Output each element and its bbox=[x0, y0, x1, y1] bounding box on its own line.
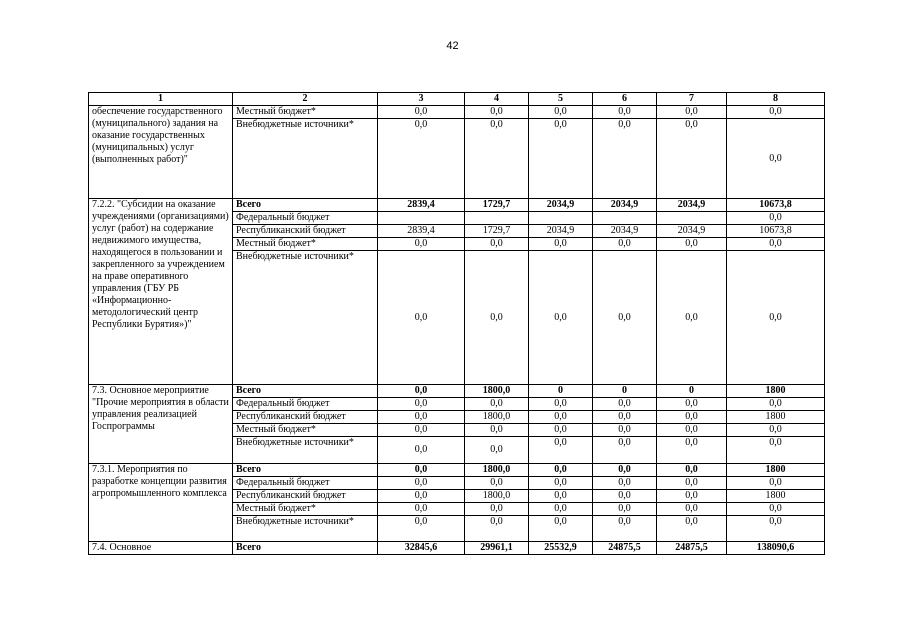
value-cell: 0,0 bbox=[657, 411, 727, 424]
value-cell: 0,0 bbox=[529, 490, 593, 503]
funding-source: Всего bbox=[233, 542, 378, 555]
value-cell: 0,0 bbox=[593, 516, 657, 542]
value-cell: 0,0 bbox=[727, 238, 825, 251]
page-number: 42 bbox=[446, 40, 459, 52]
value-cell: 0 bbox=[529, 385, 593, 398]
value-cell: 2034,9 bbox=[529, 225, 593, 238]
value-cell: 0,0 bbox=[529, 437, 593, 464]
value-cell: 0,0 bbox=[727, 398, 825, 411]
table-row bbox=[89, 106, 825, 119]
value-cell: 0,0 bbox=[378, 106, 465, 119]
header-cell: 5 bbox=[529, 93, 593, 106]
value-cell: 0,0 bbox=[727, 477, 825, 490]
funding-source: Республиканский бюджет bbox=[233, 490, 378, 503]
value-cell: 2034,9 bbox=[657, 225, 727, 238]
value-cell: 0,0 bbox=[727, 212, 825, 225]
header-cell: 3 bbox=[378, 93, 465, 106]
value-cell: 0,0 bbox=[529, 516, 593, 542]
value-cell: 0,0 bbox=[727, 424, 825, 437]
value-cell: 1800 bbox=[727, 464, 825, 477]
value-cell: 2034,9 bbox=[593, 225, 657, 238]
value-cell: 0,0 bbox=[529, 251, 593, 385]
value-cell: 0,0 bbox=[593, 464, 657, 477]
activity-name: 7.2.2. "Субсидии на оказание учреждениями (организациями) услуг (работ) на содержание недвижимого имущества, находящегося в пользовании и закрепленного за учреждением на праве оперативного управления (ГБУ РБ «Информационно-методологический центр Республики Бурятия»)" bbox=[89, 199, 233, 385]
activity-name: обеспечение государственного (муниципального) задания на оказание государственных (муниципальных) услуг (выполненных работ)" bbox=[89, 106, 233, 199]
value-cell: 0,0 bbox=[378, 411, 465, 424]
value-cell: 0,0 bbox=[378, 119, 465, 199]
value-cell: 1800 bbox=[727, 490, 825, 503]
value-cell: 24875,5 bbox=[657, 542, 727, 555]
header-cell: 4 bbox=[465, 93, 529, 106]
value-cell bbox=[378, 212, 465, 225]
activity-name: 7.3. Основное мероприятие "Прочие мероприятия в области управления реализацией Госпрограммы bbox=[89, 385, 233, 464]
header-row bbox=[89, 93, 825, 106]
value-cell: 2034,9 bbox=[529, 199, 593, 212]
value-cell: 0,0 bbox=[465, 119, 529, 199]
value-cell: 0,0 bbox=[529, 503, 593, 516]
value-cell: 0,0 bbox=[529, 119, 593, 199]
value-cell: 0,0 bbox=[378, 490, 465, 503]
value-cell: 0,0 bbox=[593, 106, 657, 119]
value-cell: 0,0 bbox=[378, 238, 465, 251]
value-cell: 0,0 bbox=[657, 503, 727, 516]
value-cell: 1800 bbox=[727, 385, 825, 398]
activity-name: 7.3.1. Мероприятия по разработке концепции развития агропромышленного комплекса bbox=[89, 464, 233, 542]
value-cell: 0,0 bbox=[465, 516, 529, 542]
value-cell bbox=[529, 212, 593, 225]
value-cell: 0,0 bbox=[465, 398, 529, 411]
table-row bbox=[89, 385, 825, 398]
value-cell bbox=[465, 212, 529, 225]
value-cell: 0,0 bbox=[593, 238, 657, 251]
value-cell: 1800,0 bbox=[465, 411, 529, 424]
budget-table bbox=[88, 92, 825, 555]
value-cell: 0,0 bbox=[465, 437, 529, 464]
value-cell: 0,0 bbox=[593, 490, 657, 503]
value-cell: 0,0 bbox=[465, 424, 529, 437]
value-cell: 0,0 bbox=[657, 516, 727, 542]
value-cell: 32845,6 bbox=[378, 542, 465, 555]
table-row bbox=[89, 199, 825, 212]
value-cell: 0,0 bbox=[657, 119, 727, 199]
value-cell: 0 bbox=[657, 385, 727, 398]
funding-source: Республиканский бюджет bbox=[233, 411, 378, 424]
value-cell: 0,0 bbox=[657, 490, 727, 503]
value-cell: 0,0 bbox=[378, 477, 465, 490]
value-cell: 0,0 bbox=[465, 477, 529, 490]
value-cell: 0,0 bbox=[727, 251, 825, 385]
value-cell: 1800 bbox=[727, 411, 825, 424]
value-cell: 2034,9 bbox=[593, 199, 657, 212]
funding-source: Всего bbox=[233, 464, 378, 477]
funding-source: Местный бюджет* bbox=[233, 238, 378, 251]
value-cell: 0,0 bbox=[593, 411, 657, 424]
funding-source: Местный бюджет* bbox=[233, 424, 378, 437]
value-cell: 0,0 bbox=[378, 464, 465, 477]
value-cell: 0,0 bbox=[657, 464, 727, 477]
header-cell: 2 bbox=[233, 93, 378, 106]
value-cell: 0,0 bbox=[465, 238, 529, 251]
value-cell: 0,0 bbox=[378, 385, 465, 398]
value-cell: 0,0 bbox=[378, 424, 465, 437]
value-cell: 24875,5 bbox=[593, 542, 657, 555]
funding-source: Федеральный бюджет bbox=[233, 477, 378, 490]
value-cell: 25532,9 bbox=[529, 542, 593, 555]
value-cell: 0,0 bbox=[529, 238, 593, 251]
value-cell bbox=[593, 212, 657, 225]
value-cell: 0,0 bbox=[378, 503, 465, 516]
value-cell: 0,0 bbox=[727, 106, 825, 119]
value-cell: 0,0 bbox=[378, 437, 465, 464]
value-cell: 0,0 bbox=[727, 437, 825, 464]
funding-source: Местный бюджет* bbox=[233, 503, 378, 516]
value-cell: 10673,8 bbox=[727, 199, 825, 212]
value-cell: 0,0 bbox=[657, 437, 727, 464]
value-cell: 0,0 bbox=[657, 106, 727, 119]
value-cell: 1800,0 bbox=[465, 385, 529, 398]
activity-name: 7.4. Основное bbox=[89, 542, 233, 555]
value-cell: 0,0 bbox=[529, 464, 593, 477]
value-cell: 0,0 bbox=[727, 119, 825, 199]
value-cell: 138090,6 bbox=[727, 542, 825, 555]
value-cell: 1800,0 bbox=[465, 490, 529, 503]
value-cell: 0,0 bbox=[529, 398, 593, 411]
funding-source: Республиканский бюджет bbox=[233, 225, 378, 238]
header-cell: 6 bbox=[593, 93, 657, 106]
funding-source: Внебюджетные источники* bbox=[233, 516, 378, 542]
value-cell: 0,0 bbox=[727, 503, 825, 516]
value-cell: 2839,4 bbox=[378, 225, 465, 238]
value-cell: 0,0 bbox=[378, 251, 465, 385]
value-cell: 0 bbox=[593, 385, 657, 398]
funding-source: Всего bbox=[233, 385, 378, 398]
funding-source: Всего bbox=[233, 199, 378, 212]
header-cell: 1 bbox=[89, 93, 233, 106]
header-cell: 7 bbox=[657, 93, 727, 106]
table-row bbox=[89, 542, 825, 555]
value-cell: 0,0 bbox=[378, 398, 465, 411]
value-cell: 0,0 bbox=[657, 477, 727, 490]
value-cell: 0,0 bbox=[593, 477, 657, 490]
funding-source: Внебюджетные источники* bbox=[233, 437, 378, 464]
value-cell: 0,0 bbox=[657, 398, 727, 411]
value-cell: 0,0 bbox=[465, 106, 529, 119]
value-cell: 2839,4 bbox=[378, 199, 465, 212]
value-cell: 0,0 bbox=[465, 503, 529, 516]
value-cell: 0,0 bbox=[593, 424, 657, 437]
header-cell: 8 bbox=[727, 93, 825, 106]
value-cell: 0,0 bbox=[593, 503, 657, 516]
value-cell: 0,0 bbox=[593, 398, 657, 411]
value-cell: 1729,7 bbox=[465, 225, 529, 238]
funding-source: Федеральный бюджет bbox=[233, 212, 378, 225]
value-cell: 0,0 bbox=[529, 106, 593, 119]
value-cell: 0,0 bbox=[657, 251, 727, 385]
value-cell bbox=[657, 212, 727, 225]
value-cell: 29961,1 bbox=[465, 542, 529, 555]
value-cell: 0,0 bbox=[593, 119, 657, 199]
value-cell: 0,0 bbox=[529, 411, 593, 424]
table-row bbox=[89, 464, 825, 477]
value-cell: 0,0 bbox=[657, 424, 727, 437]
value-cell: 10673,8 bbox=[727, 225, 825, 238]
value-cell: 0,0 bbox=[465, 251, 529, 385]
value-cell: 0,0 bbox=[727, 516, 825, 542]
funding-source: Внебюджетные источники* bbox=[233, 119, 378, 199]
funding-source: Внебюджетные источники* bbox=[233, 251, 378, 385]
funding-source: Местный бюджет* bbox=[233, 106, 378, 119]
value-cell: 0,0 bbox=[529, 424, 593, 437]
value-cell: 0,0 bbox=[593, 251, 657, 385]
value-cell: 0,0 bbox=[529, 477, 593, 490]
value-cell: 1800,0 bbox=[465, 464, 529, 477]
value-cell: 2034,9 bbox=[657, 199, 727, 212]
value-cell: 0,0 bbox=[378, 516, 465, 542]
funding-source: Федеральный бюджет bbox=[233, 398, 378, 411]
value-cell: 0,0 bbox=[593, 437, 657, 464]
value-cell: 0,0 bbox=[657, 238, 727, 251]
value-cell: 1729,7 bbox=[465, 199, 529, 212]
